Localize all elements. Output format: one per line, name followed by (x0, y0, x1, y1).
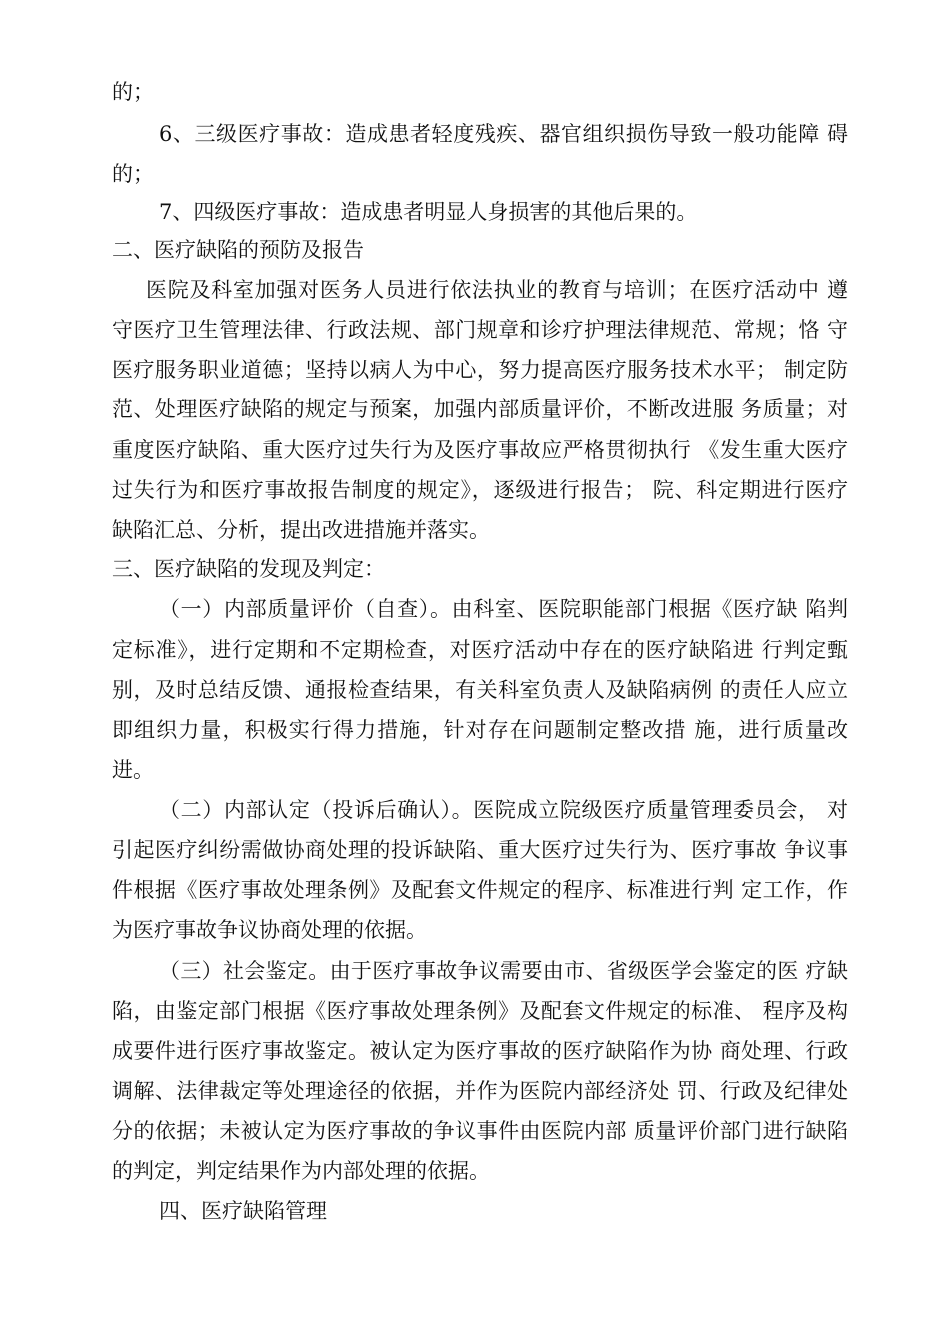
text-line: 成要件进行医疗事故鉴定。被认定为医疗事故的医疗缺陷作为协 商处理、行政 (112, 1039, 848, 1063)
text-line: 缺陷汇总、分析，提出改进措施并落实。 (112, 518, 490, 542)
text-line: 陷，由鉴定部门根据《医疗事故处理条例》及配套文件规定的标准、 程序及构 (112, 999, 848, 1023)
section-heading: 三、医疗缺陷的发现及判定： (112, 557, 385, 581)
text-line: 6、三级医疗事故：造成患者轻度残疾、器官组织损伤导致一般功能障 碍 (159, 122, 848, 146)
text-line: 的判定，判定结果作为内部处理的依据。 (112, 1159, 490, 1183)
text-line: 守医疗卫生管理法律、行政法规、部门规章和诊疗护理法律规范、常规；恪 守 (112, 318, 848, 342)
text-line: 定标准》，进行定期和不定期检查，对医疗活动中存在的医疗缺陷进 行判定甄 (112, 638, 848, 662)
text-line: 的； (112, 80, 154, 104)
text-line: 医疗服务职业道德；坚持以病人为中心，努力提高医疗服务技术水平； 制定防 (112, 358, 848, 382)
section-heading: 四、医疗缺陷管理 (159, 1199, 327, 1223)
text-line: 件根据《医疗事故处理条例》及配套文件规定的程序、标准进行判 定工作，作 (112, 878, 848, 902)
text-line: 调解、法律裁定等处理途径的依据，并作为医院内部经济处 罚、行政及纪律处 (112, 1079, 848, 1103)
text-line: 医院及科室加强对医务人员进行依法执业的教育与培训；在医疗活动中 遵 (146, 278, 848, 302)
text-line: 的； (112, 162, 154, 186)
text-line: 别，及时总结反馈、通报检查结果，有关科室负责人及缺陷病例 的责任人应立 (112, 678, 848, 702)
text-line: （一）内部质量评价（自查）。由科室、医院职能部门根据《医疗缺 陷判 (159, 597, 848, 621)
text-line: 过失行为和医疗事故报告制度的规定》，逐级进行报告； 院、科定期进行医疗 (112, 478, 848, 502)
text-line: （三）社会鉴定。由于医疗事故争议需要由市、省级医学会鉴定的医 疗缺 (159, 959, 848, 983)
text-line: （二）内部认定（投诉后确认）。医院成立院级医疗质量管理委员会， 对 (159, 798, 848, 822)
text-line: 进。 (112, 758, 154, 782)
text-line: 即组织力量，积极实行得力措施，针对存在问题制定整改措 施，进行质量改 (112, 718, 848, 742)
text-line: 重度医疗缺陷、重大医疗过失行为及医疗事故应严格贯彻执行 《发生重大医疗 (112, 438, 848, 462)
text-line: 引起医疗纠纷需做协商处理的投诉缺陷、重大医疗过失行为、医疗事故 争议事 (112, 838, 848, 862)
text-line: 分的依据；未被认定为医疗事故的争议事件由医院内部 质量评价部门进行缺陷 (112, 1119, 848, 1143)
text-line: 为医疗事故争议协商处理的依据。 (112, 918, 427, 942)
text-line: 范、处理医疗缺陷的规定与预案，加强内部质量评价，不断改进服 务质量；对 (112, 397, 848, 421)
section-heading: 二、医疗缺陷的预防及报告 (112, 238, 364, 262)
text-line: 7、四级医疗事故：造成患者明显人身损害的其他后果的。 (159, 200, 698, 224)
